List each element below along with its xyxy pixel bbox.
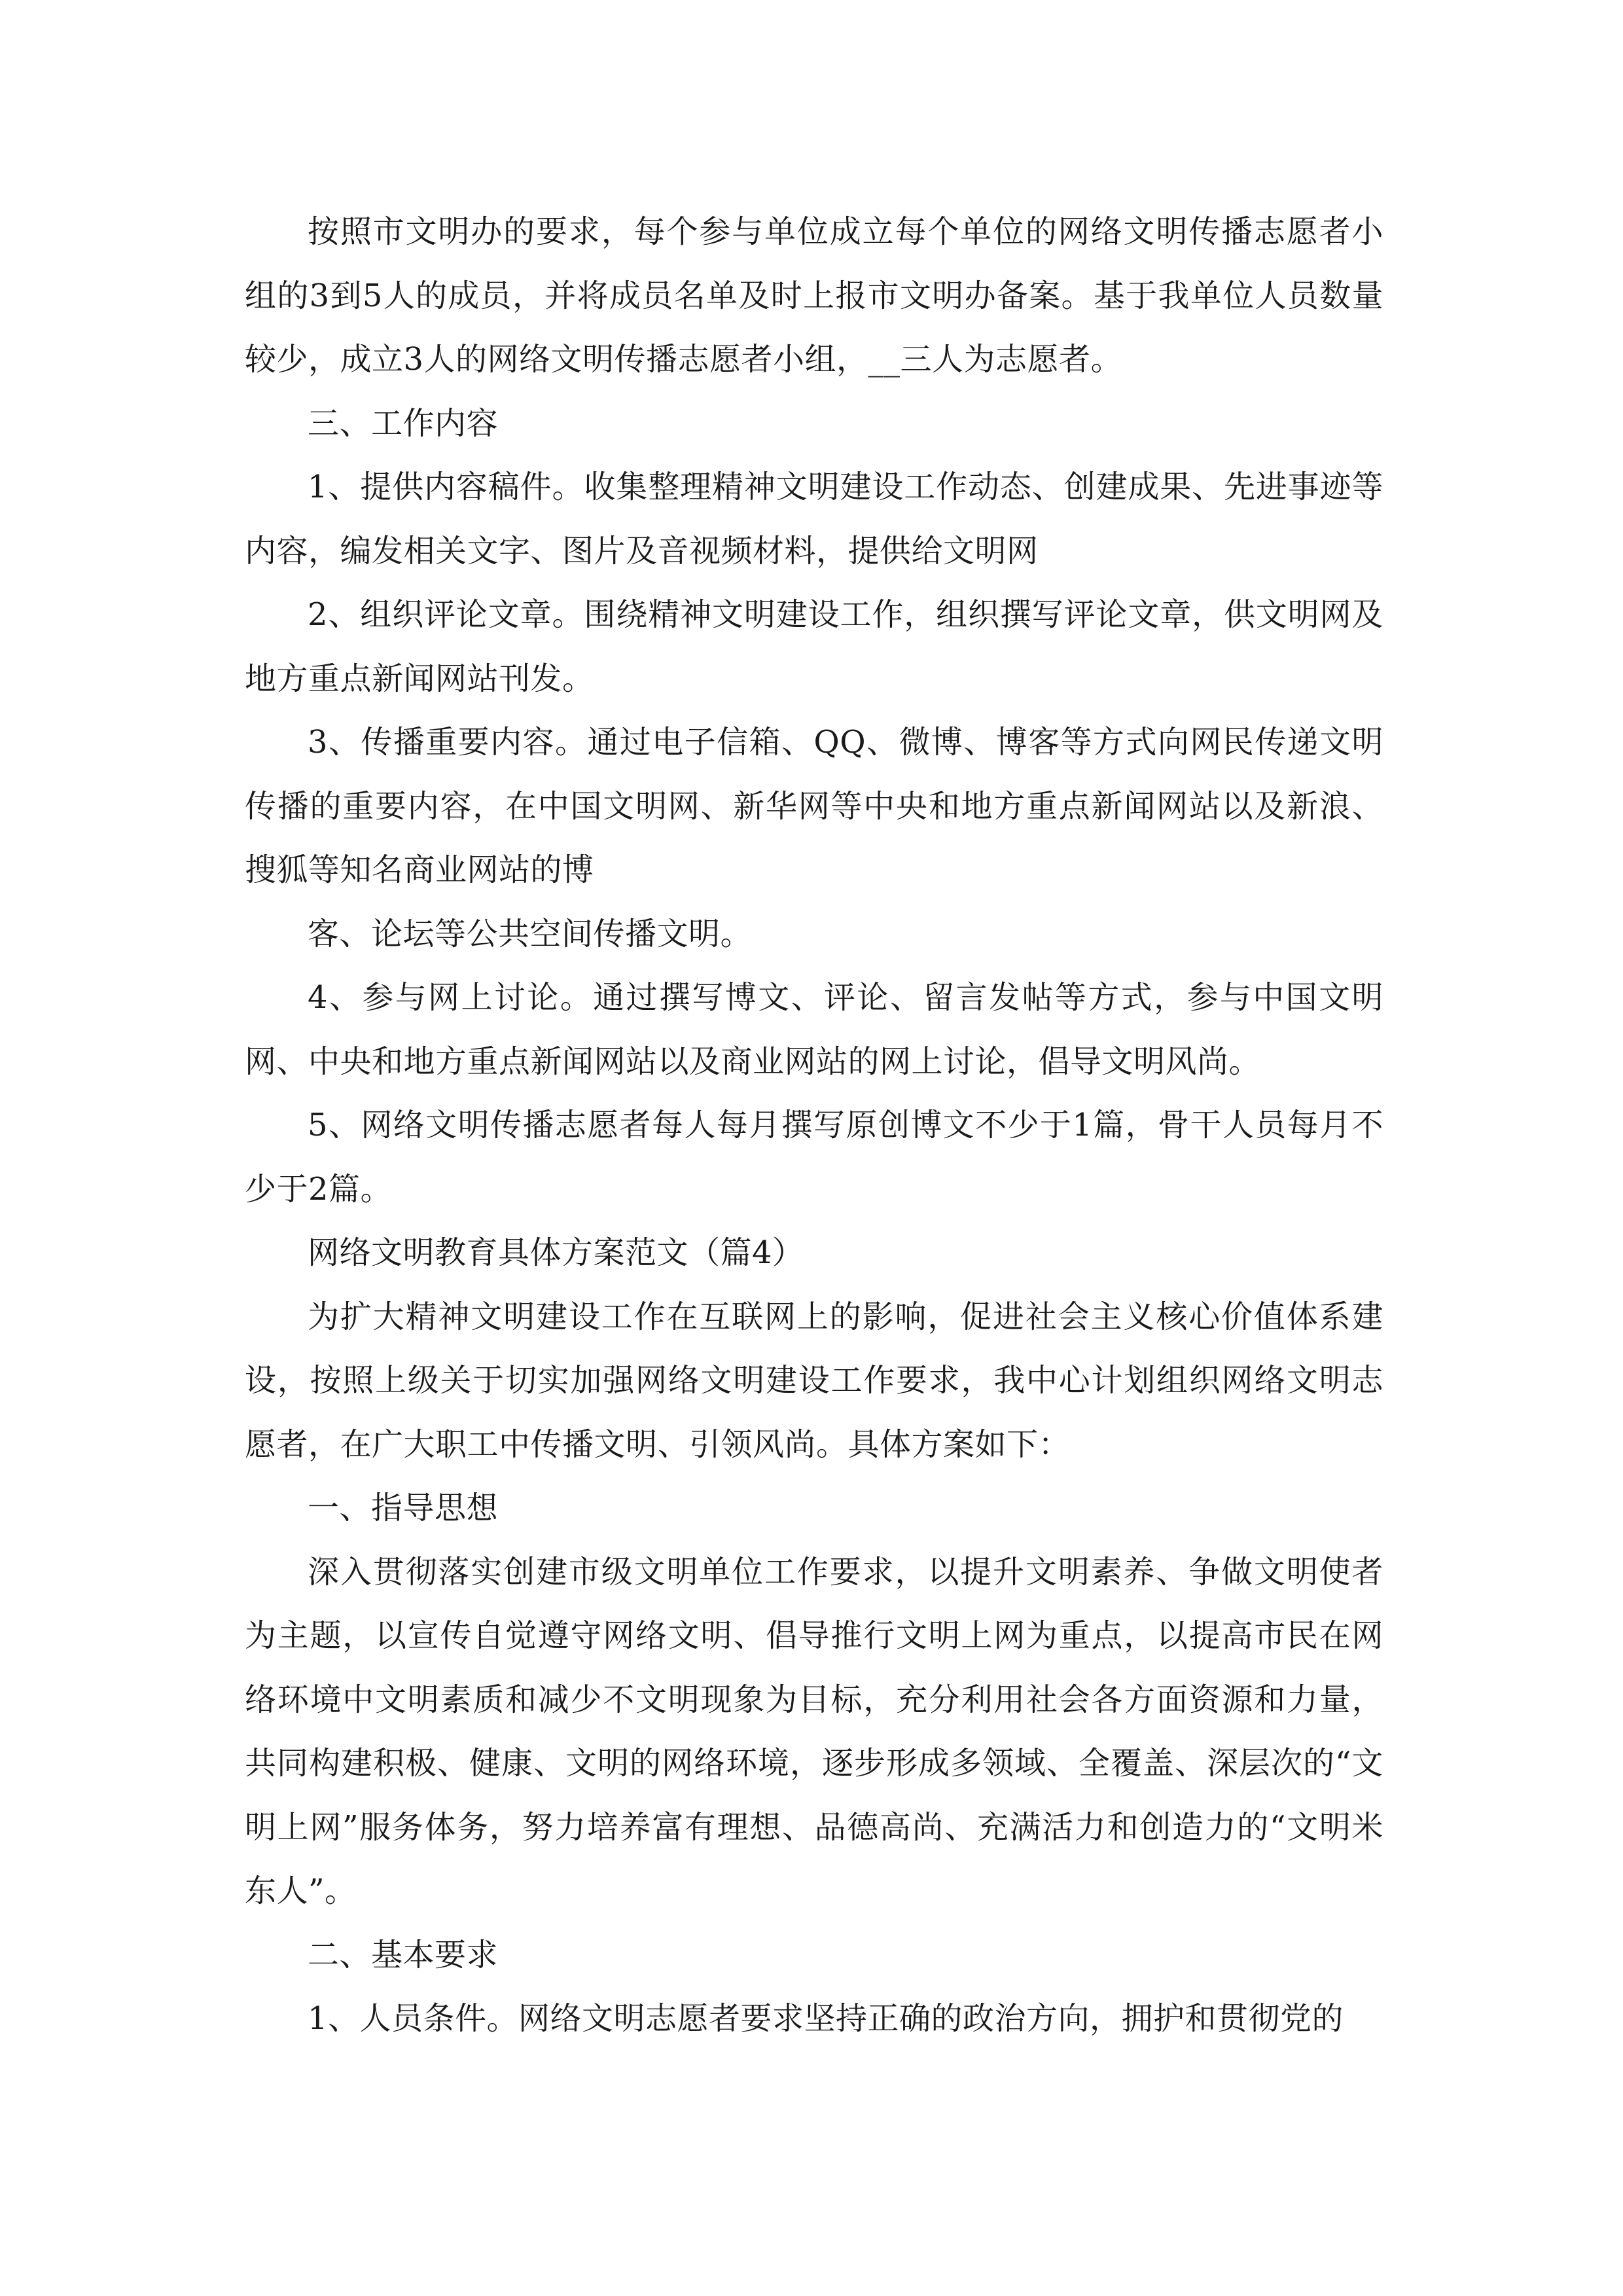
document-body [245,200,1383,2051]
paragraph-personnel-conditions: 1、人员条件。网络文明志愿者要求坚持正确的政治方向，拥护和贯彻党的 [308,2000,1344,2037]
section-title-part-4: 网络文明教育具体方案范文（篇4） [308,1234,804,1271]
heading-guiding-ideology: 一、指导思想 [308,1490,499,1526]
paragraph-introduction: 为扩大精神文明建设工作在互联网上的影响，促进社会主义核心价值体系建设，按照上级关于切实加强网络文明建设工作要求，我中心计划组织网络文明志愿者，在广大职工中传播文明、引领风尚。具体方案如下： [245,1298,1383,1463]
paragraph-item-3: 3、传播重要内容。通过电子信箱、QQ、微博、博客等方式向网民传递文明传播的重要内容，在中国文明网、新华网等中央和地方重点新闻网站以及新浪、搜狐等知名商业网站的博 [245,724,1383,888]
paragraph-guiding-ideology: 深入贯彻落实创建市级文明单位工作要求，以提升文明素养、争做文明使者为主题，以宣传自觉遵守网络文明、倡导推行文明上网为重点，以提高市民在网络环境中文明素质和减少不文明现象为目标，充分利用社会各方面资源和力量，共同构建积极、健康、文明的网络环境，逐步形成多领域、全覆盖、深层次的“文明上网”服务体务，努力培养富有理想、品德高尚、充满活力和创造力的“文明米东人”。 [245,1553,1383,1909]
paragraph-item-1: 1、提供内容稿件。收集整理精神文明建设工作动态、创建成果、先进事迹等内容，编发相关文字、图片及音视频材料，提供给文明网 [245,469,1383,569]
paragraph-item-4: 4、参与网上讨论。通过撰写博文、评论、留言发帖等方式，参与中国文明网、中央和地方重点新闻网站以及商业网站的网上讨论，倡导文明风尚。 [245,979,1383,1080]
paragraph-item-5: 5、网络文明传播志愿者每人每月撰写原创博文不少于1篇，骨干人员每月不少于2篇。 [245,1107,1383,1208]
paragraph-volunteer-group: 按照市文明办的要求，每个参与单位成立每个单位的网络文明传播志愿者小组的3到5人的成员，并将成员名单及时上报市文明办备案。基于我单位人员数量较少，成立3人的网络文明传播志愿者小组，__三人为志愿者。 [245,213,1383,378]
heading-basic-requirements: 二、基本要求 [308,1936,499,1973]
paragraph-item-2: 2、组织评论文章。围绕精神文明建设工作，组织撰写评论文章，供文明网及地方重点新闻网站刊发。 [245,596,1383,697]
paragraph-item-3-continued: 客、论坛等公共空间传播文明。 [308,915,753,952]
heading-work-content: 三、工作内容 [308,404,499,442]
